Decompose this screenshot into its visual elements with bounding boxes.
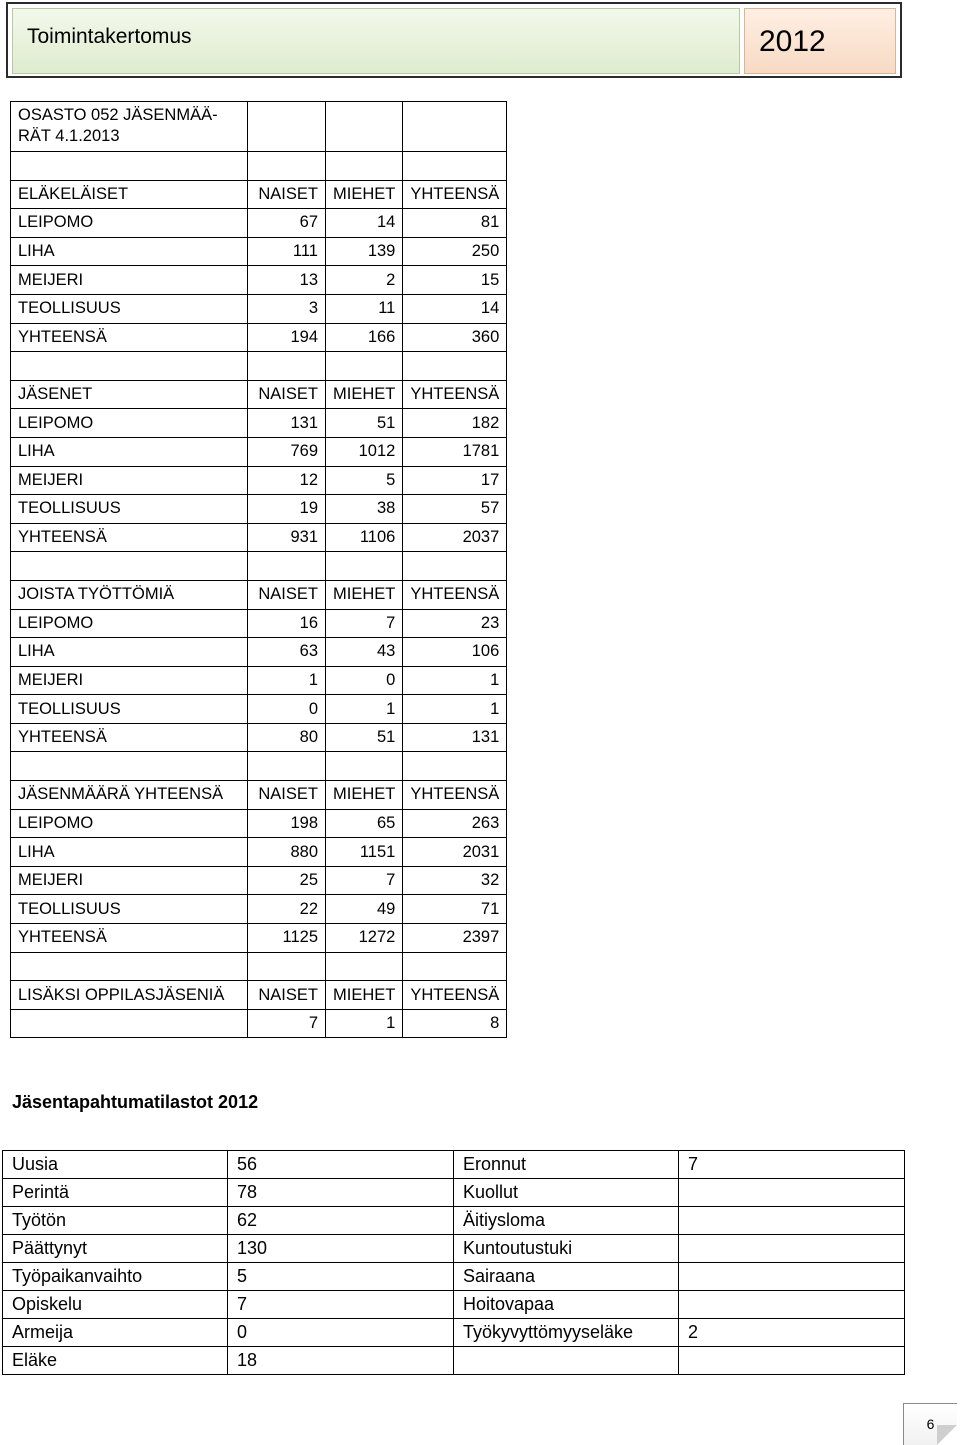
table-row [11, 294, 507, 323]
value-cell: 880 [248, 838, 326, 867]
table-row [11, 180, 507, 209]
value-cell: MIEHET [326, 981, 403, 1010]
table-row [11, 866, 507, 895]
value-cell: 2397 [403, 924, 507, 953]
events-row [3, 1207, 905, 1235]
event-count-cell: 130 [228, 1235, 454, 1263]
members-table [10, 101, 507, 1038]
value-cell: 14 [403, 294, 507, 323]
table-row [11, 609, 507, 638]
value-cell: 7 [326, 609, 403, 638]
value-cell [403, 152, 507, 181]
value-cell: 25 [248, 866, 326, 895]
value-cell: 81 [403, 209, 507, 238]
event-label-cell [454, 1347, 679, 1375]
value-cell [326, 352, 403, 381]
event-label-cell: Opiskelu [3, 1291, 228, 1319]
events-row [3, 1347, 905, 1375]
value-cell: 2031 [403, 838, 507, 867]
table-row [11, 1009, 507, 1038]
table-cell [248, 102, 326, 152]
table-row [11, 552, 507, 581]
value-cell: 13 [248, 266, 326, 295]
event-label-cell: Hoitovapaa [454, 1291, 679, 1319]
table-row [11, 323, 507, 352]
events-row [3, 1319, 905, 1347]
event-label-cell: Kuollut [454, 1179, 679, 1207]
members-table-body [11, 102, 507, 1038]
row-label-cell: MEIJERI [11, 666, 248, 695]
value-cell: 198 [248, 809, 326, 838]
row-label-cell: LEIPOMO [11, 209, 248, 238]
value-cell: 182 [403, 409, 507, 438]
table-row [11, 838, 507, 867]
value-cell: 51 [326, 409, 403, 438]
event-count-cell: 18 [228, 1347, 454, 1375]
value-cell: 80 [248, 723, 326, 752]
value-cell: 111 [248, 237, 326, 266]
value-cell: 7 [248, 1009, 326, 1038]
value-cell [248, 952, 326, 981]
value-cell: 11 [326, 294, 403, 323]
value-cell [248, 152, 326, 181]
value-cell: 8 [403, 1009, 507, 1038]
row-label-cell [11, 752, 248, 781]
events-row [3, 1291, 905, 1319]
value-cell [403, 952, 507, 981]
value-cell: 194 [248, 323, 326, 352]
events-row [3, 1151, 905, 1179]
event-count-cell [679, 1291, 905, 1319]
value-cell [403, 352, 507, 381]
value-cell: 2037 [403, 523, 507, 552]
row-label-cell: LIHA [11, 638, 248, 667]
value-cell: 5 [326, 466, 403, 495]
table-cell [326, 102, 403, 152]
row-label-cell [11, 352, 248, 381]
table-row [11, 580, 507, 609]
events-row [3, 1235, 905, 1263]
table-row [11, 266, 507, 295]
value-cell: 15 [403, 266, 507, 295]
value-cell: 1 [403, 695, 507, 724]
value-cell: YHTEENSÄ [403, 781, 507, 810]
value-cell: 131 [248, 409, 326, 438]
value-cell: MIEHET [326, 180, 403, 209]
table-row [11, 809, 507, 838]
row-label-cell: TEOLLISUUS [11, 495, 248, 524]
value-cell: 0 [248, 695, 326, 724]
page-number-box [903, 1403, 957, 1445]
value-cell [248, 352, 326, 381]
value-cell: 23 [403, 609, 507, 638]
row-label-cell: JÄSENMÄÄRÄ YHTEENSÄ [11, 781, 248, 810]
table-row [11, 895, 507, 924]
table-row [11, 752, 507, 781]
value-cell: YHTEENSÄ [403, 580, 507, 609]
value-cell [403, 552, 507, 581]
event-label-cell: Kuntoutustuki [454, 1235, 679, 1263]
events-row [3, 1263, 905, 1291]
table-row [11, 695, 507, 724]
value-cell: 1012 [326, 437, 403, 466]
report-year: 2012 [744, 8, 896, 74]
value-cell: 38 [326, 495, 403, 524]
table-row [11, 352, 507, 381]
value-cell: 769 [248, 437, 326, 466]
value-cell: YHTEENSÄ [403, 380, 507, 409]
value-cell [248, 752, 326, 781]
event-label-cell: Eronnut [454, 1151, 679, 1179]
value-cell: MIEHET [326, 781, 403, 810]
value-cell: 12 [248, 466, 326, 495]
event-count-cell: 78 [228, 1179, 454, 1207]
event-count-cell [679, 1235, 905, 1263]
row-label-cell [11, 1009, 248, 1038]
value-cell: 71 [403, 895, 507, 924]
row-label-cell: LIHA [11, 838, 248, 867]
events-heading: Jäsentapahtumatilastot 2012 [12, 1092, 259, 1112]
row-label-cell: JOISTA TYÖTTÖMIÄ [11, 580, 248, 609]
value-cell [248, 552, 326, 581]
page-corner-fold-icon [937, 1425, 957, 1445]
event-count-cell: 62 [228, 1207, 454, 1235]
value-cell: 7 [326, 866, 403, 895]
table-row [11, 209, 507, 238]
page-number: 6 [926, 1416, 935, 1432]
value-cell: 1 [326, 695, 403, 724]
report-header [6, 2, 902, 78]
value-cell: 43 [326, 638, 403, 667]
value-cell: 32 [403, 866, 507, 895]
table-cell [403, 102, 507, 152]
row-label-cell: LIHA [11, 237, 248, 266]
value-cell: 16 [248, 609, 326, 638]
row-label-cell: MEIJERI [11, 266, 248, 295]
value-cell: YHTEENSÄ [403, 180, 507, 209]
event-count-cell [679, 1263, 905, 1291]
row-label-cell [11, 552, 248, 581]
table-row [11, 380, 507, 409]
value-cell: 3 [248, 294, 326, 323]
value-cell: 63 [248, 638, 326, 667]
event-label-cell: Uusia [3, 1151, 228, 1179]
value-cell: MIEHET [326, 580, 403, 609]
event-label-cell: Eläke [3, 1347, 228, 1375]
value-cell: 360 [403, 323, 507, 352]
value-cell: 1781 [403, 437, 507, 466]
row-label-cell: TEOLLISUUS [11, 895, 248, 924]
table-row [11, 666, 507, 695]
event-label-cell: Työpaikanvaihto [3, 1263, 228, 1291]
value-cell: 139 [326, 237, 403, 266]
value-cell: NAISET [248, 580, 326, 609]
value-cell: NAISET [248, 380, 326, 409]
row-label-cell: YHTEENSÄ [11, 723, 248, 752]
event-count-cell: 7 [679, 1151, 905, 1179]
value-cell: 19 [248, 495, 326, 524]
row-label-cell: LEIPOMO [11, 809, 248, 838]
event-label-cell: Äitiysloma [454, 1207, 679, 1235]
events-table [2, 1150, 905, 1375]
value-cell: 22 [248, 895, 326, 924]
value-cell: 2 [326, 266, 403, 295]
row-label-cell [11, 952, 248, 981]
row-label-cell: LIHA [11, 437, 248, 466]
row-label-cell: ELÄKELÄISET [11, 180, 248, 209]
event-count-cell [679, 1347, 905, 1375]
value-cell: 1 [403, 666, 507, 695]
value-cell: 49 [326, 895, 403, 924]
event-label-cell: Armeija [3, 1319, 228, 1347]
value-cell [326, 952, 403, 981]
value-cell: NAISET [248, 180, 326, 209]
value-cell [326, 752, 403, 781]
value-cell: 1106 [326, 523, 403, 552]
table-title: OSASTO 052 JÄSENMÄÄ-RÄT 4.1.2013 [11, 102, 248, 152]
event-label-cell: Työtön [3, 1207, 228, 1235]
value-cell: 67 [248, 209, 326, 238]
value-cell: 0 [326, 666, 403, 695]
table-row [11, 723, 507, 752]
row-label-cell: LISÄKSI OPPILASJÄSENIÄ [11, 981, 248, 1010]
value-cell: 263 [403, 809, 507, 838]
value-cell: 1151 [326, 838, 403, 867]
event-label-cell: Sairaana [454, 1263, 679, 1291]
events-row [3, 1179, 905, 1207]
value-cell: 17 [403, 466, 507, 495]
value-cell: 131 [403, 723, 507, 752]
table-title-row [11, 102, 507, 152]
table-row [11, 981, 507, 1010]
table-row [11, 437, 507, 466]
report-title: Toimintakertomus [12, 8, 740, 74]
row-label-cell: JÄSENET [11, 380, 248, 409]
event-count-cell: 2 [679, 1319, 905, 1347]
table-row [11, 781, 507, 810]
events-table-body [3, 1151, 905, 1375]
table-row [11, 638, 507, 667]
value-cell: 250 [403, 237, 507, 266]
table-row [11, 495, 507, 524]
value-cell: 1272 [326, 924, 403, 953]
event-count-cell: 56 [228, 1151, 454, 1179]
value-cell: NAISET [248, 981, 326, 1010]
row-label-cell: YHTEENSÄ [11, 924, 248, 953]
value-cell: 1125 [248, 924, 326, 953]
row-label-cell: TEOLLISUUS [11, 294, 248, 323]
value-cell: 106 [403, 638, 507, 667]
value-cell: 51 [326, 723, 403, 752]
row-label-cell: LEIPOMO [11, 609, 248, 638]
value-cell: YHTEENSÄ [403, 981, 507, 1010]
row-label-cell: MEIJERI [11, 866, 248, 895]
value-cell: 1 [248, 666, 326, 695]
value-cell [326, 552, 403, 581]
value-cell: 65 [326, 809, 403, 838]
event-count-cell: 5 [228, 1263, 454, 1291]
row-label-cell: TEOLLISUUS [11, 695, 248, 724]
value-cell: 14 [326, 209, 403, 238]
row-label-cell [11, 152, 248, 181]
event-count-cell [679, 1207, 905, 1235]
event-count-cell [679, 1179, 905, 1207]
event-count-cell: 0 [228, 1319, 454, 1347]
row-label-cell: LEIPOMO [11, 409, 248, 438]
table-row [11, 152, 507, 181]
value-cell: 57 [403, 495, 507, 524]
table-row [11, 409, 507, 438]
value-cell [403, 752, 507, 781]
event-count-cell: 7 [228, 1291, 454, 1319]
table-row [11, 237, 507, 266]
table-row [11, 952, 507, 981]
row-label-cell: MEIJERI [11, 466, 248, 495]
value-cell: MIEHET [326, 380, 403, 409]
value-cell: 931 [248, 523, 326, 552]
event-label-cell: Työkyvyttömyyseläke [454, 1319, 679, 1347]
row-label-cell: YHTEENSÄ [11, 323, 248, 352]
value-cell: NAISET [248, 781, 326, 810]
row-label-cell: YHTEENSÄ [11, 523, 248, 552]
value-cell: 166 [326, 323, 403, 352]
event-label-cell: Perintä [3, 1179, 228, 1207]
event-label-cell: Päättynyt [3, 1235, 228, 1263]
table-row [11, 523, 507, 552]
value-cell [326, 152, 403, 181]
value-cell: 1 [326, 1009, 403, 1038]
table-row [11, 466, 507, 495]
table-row [11, 924, 507, 953]
